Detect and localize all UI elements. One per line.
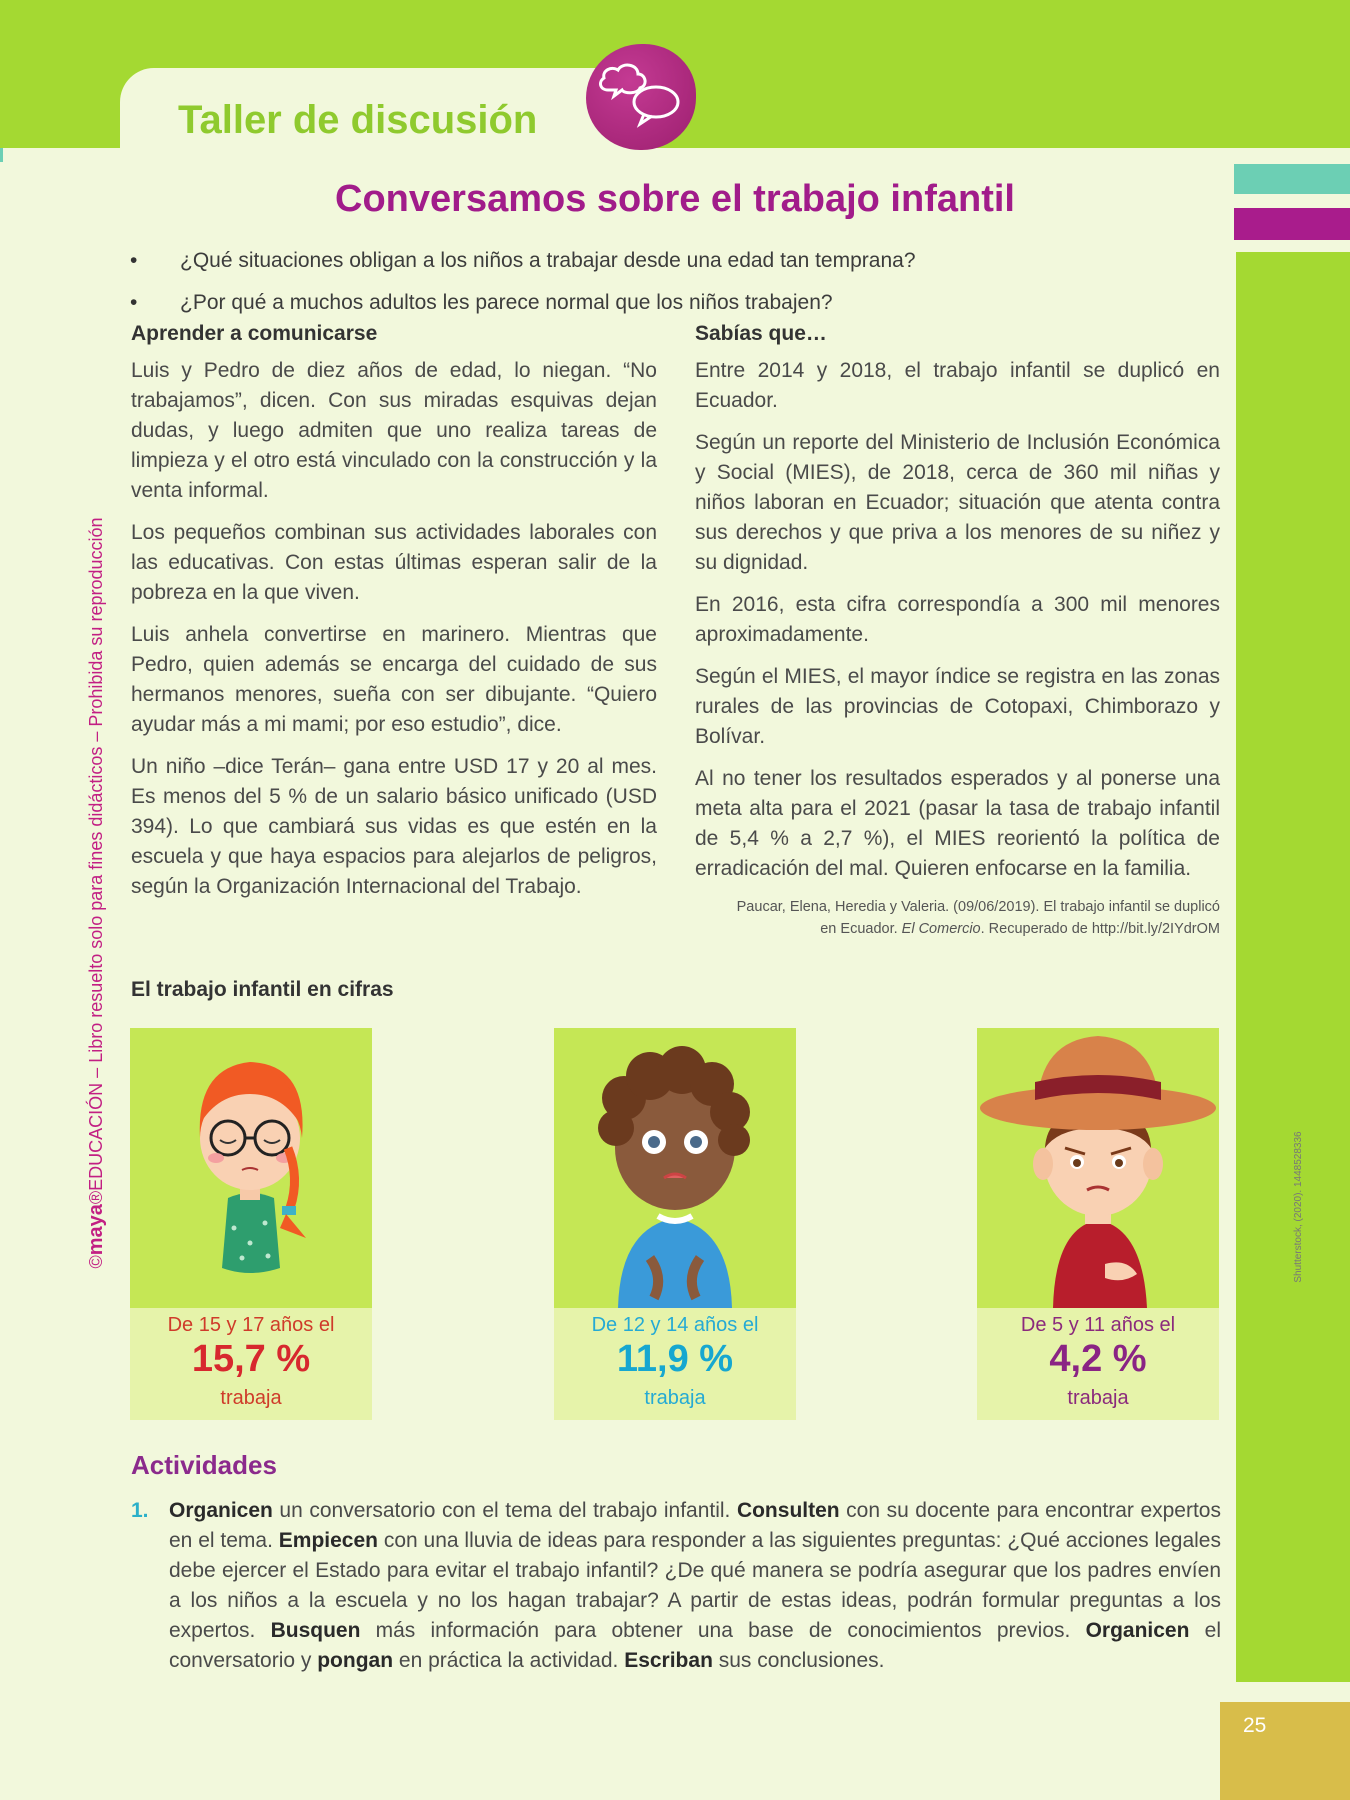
age-range-label: De 12 y 14 años el <box>591 1314 759 1336</box>
paragraph: En 2016, esta cifra correspondía a 300 mil menores aproximadamente. <box>695 593 1220 646</box>
left-heading: Aprender a comunicarse <box>131 322 378 345</box>
age-range-label: De 15 y 17 años el <box>167 1314 335 1336</box>
paragraph: Luis y Pedro de diez años de edad, lo niegan. “No trabajamos”, dicen. Con sus miradas esquivas dejan dudas, y luego admiten que uno realiza tareas de limpieza y el otro está vinculado con la construcción y la venta informal. <box>131 359 657 502</box>
percentage-value: 11,9 % <box>616 1338 734 1380</box>
paragraph: Al no tener los resultados esperados y al ponerse una meta alta para el 2021 (pasar la tasa de trabajo infantil de 5,4 % a 2,7 %), el MIES reorientó la política de erradicación del mal. Quieren enfocarse en la familia. <box>695 767 1220 880</box>
caption-suffix: trabaja <box>1067 1387 1129 1409</box>
paragraph: Un niño –dice Terán– gana entre USD 17 y 20 al mes. Es menos del 5 % de un salario básico unificado (USD 394). Lo que cambiará sus vidas es que estén en la escuela y que haya espacios para alejarlos de peligros, según la Organización Internacional del Trabajo. <box>131 755 657 898</box>
paragraph: Según el MIES, el mayor índice se registra en las zonas rurales de las provincias de Cotopaxi, Chimborazo y Bolívar. <box>695 665 1220 748</box>
activity-number: 1. <box>131 1499 149 1522</box>
copyright-notice <box>85 453 111 1333</box>
question-item: • ¿Por qué a muchos adultos les parece normal que los niños trabajen? <box>130 282 1230 324</box>
boy-curly-illustration <box>554 1028 796 1308</box>
right-column <box>695 322 1220 940</box>
paragraph: Entre 2014 y 2018, el trabajo infantil se duplicó en Ecuador. <box>695 359 1220 412</box>
source-line-2a: en Ecuador. <box>820 921 902 937</box>
figure-card <box>554 1028 796 1420</box>
question-item: • ¿Qué situaciones obligan a los niños a trabajar desde una edad tan temprana? <box>130 240 1230 282</box>
question-list <box>130 240 1230 324</box>
copyright-text: ®EDUCACIÓN – Libro resuelto solo para fines didácticos – Prohibida su reproducción <box>86 517 106 1205</box>
figure-card <box>977 1028 1219 1420</box>
caption-suffix: trabaja <box>220 1387 282 1409</box>
caption-suffix: trabaja <box>644 1387 706 1409</box>
page-title: Conversamos sobre el trabajo infantil <box>335 178 1015 220</box>
right-bar <box>1236 252 1350 1682</box>
left-column <box>131 322 657 914</box>
percentage-value: 15,7 % <box>191 1338 311 1380</box>
left-strip <box>0 148 3 162</box>
section-title: Taller de discusión <box>178 98 538 142</box>
paragraph: Los pequeños combinan sus actividades laborales con las educativas. Con estas últimas esperan salir de la pobreza en la que viven. <box>131 521 657 604</box>
source-citation <box>695 896 1220 940</box>
copyright-symbol: © <box>86 1255 106 1269</box>
paragraph: Según un reporte del Ministerio de Inclusión Económica y Social (MIES), de 2018, cerca de 360 mil niñas y niños laboran en Ecuador; situación que atenta contra sus derechos y que priva a los menores de su niñez y su dignidad. <box>695 431 1220 574</box>
speech-bubbles-icon <box>586 44 696 150</box>
figure-caption <box>977 1308 1219 1420</box>
age-range-label: De 5 y 11 años el <box>1020 1314 1176 1336</box>
figure-caption <box>130 1308 372 1420</box>
percentage-value: 4,2 % <box>1049 1338 1147 1380</box>
figure-card <box>130 1028 372 1420</box>
girl-illustration <box>130 1028 372 1308</box>
activity-text: Organicen un conversatorio con el tema del trabajo infantil. Consulten con su docente para encontrar expertos en el tema. Empiecen con una lluvia de ideas para responder a las siguientes preguntas: ¿Qué acciones legales debe ejercer el Estado para evitar el trabajo infantil? ¿De qué manera se podría asegurar que los padres envíen a los niños a la escuela y no los hagan trabajar? A partir de estas ideas, podrán formular preguntas a los expertos. Busquen más información para obtener una base de conocimientos previos. Organicen el conversatorio y pongan en práctica la actividad. Escriban sus conclusiones. <box>169 1499 1221 1672</box>
paragraph: Luis anhela convertirse en marinero. Mientras que Pedro, quien además se encarga del cuidado de sus hermanos menores, sueña con ser dibujante. “Quiero ayudar más a mi mami; por eso estudio”, dice. <box>131 623 657 736</box>
source-publication: El Comercio <box>901 921 981 937</box>
photo-credit: Shutterstock, (2020). 1448528336 <box>1293 1131 1304 1283</box>
activity-item <box>131 1496 1221 1676</box>
source-line-2b: . Recuperado de http://bit.ly/2IYdrOM <box>980 921 1220 937</box>
right-heading: Sabías que… <box>695 322 827 345</box>
figure-caption <box>554 1308 796 1420</box>
page-number: 25 <box>1243 1714 1267 1737</box>
page-number-box <box>1220 1702 1350 1800</box>
activities-title: Actividades <box>131 1450 277 1480</box>
brand-name: maya <box>85 1204 107 1256</box>
boy-hat-illustration <box>977 1028 1219 1308</box>
figures-heading: El trabajo infantil en cifras <box>131 978 394 1001</box>
source-line-1: Paucar, Elena, Heredia y Valeria. (09/06/2019). El trabajo infantil se duplicó <box>736 899 1220 915</box>
